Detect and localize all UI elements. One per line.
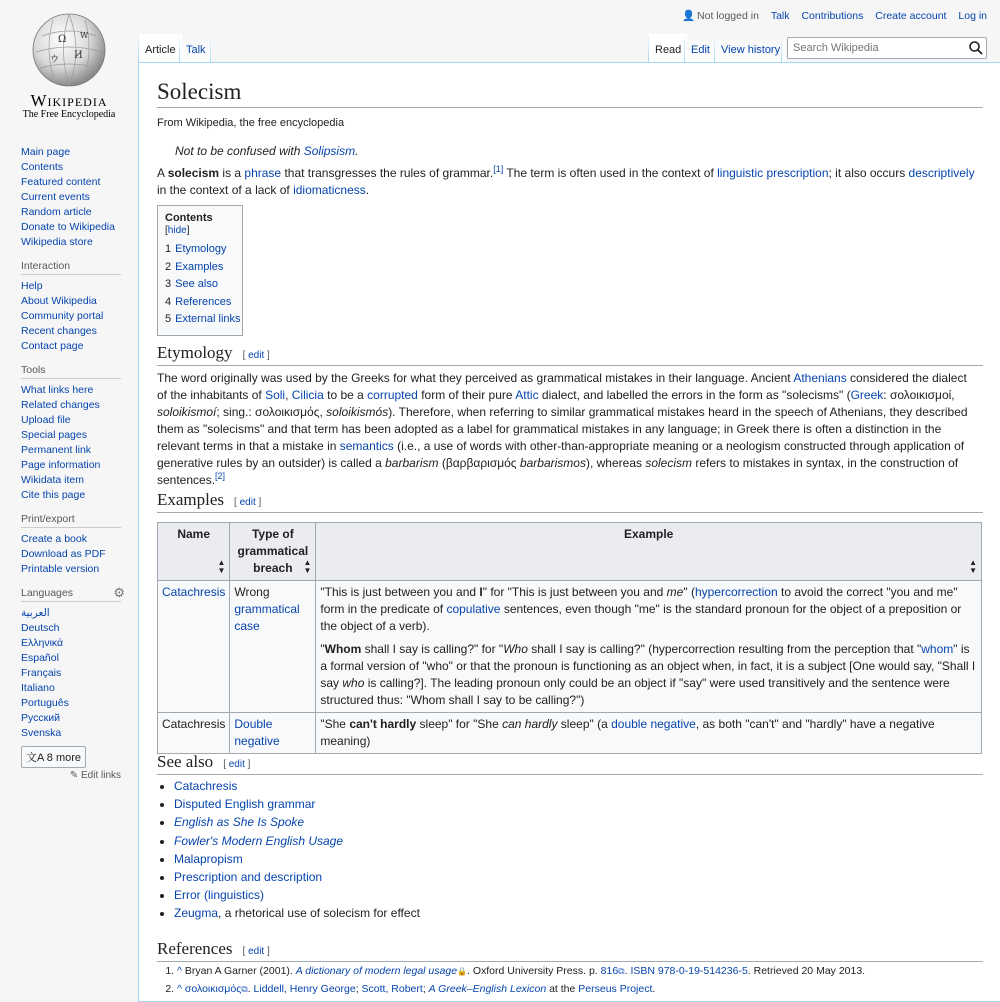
sidebar-item-upload-file[interactable]: [21, 413, 121, 428]
svg-text:ウ: ウ: [50, 55, 60, 65]
svg-text:Ω: Ω: [58, 34, 67, 45]
cell-type: Wrong grammatical case: [230, 581, 316, 713]
scott-link[interactable]: Scott, Robert: [361, 982, 423, 995]
interaction-heading: Interaction: [21, 260, 121, 275]
sidebar-link[interactable]: Special pages: [21, 429, 87, 441]
column-header-example[interactable]: Example ▲ ▼: [316, 523, 982, 581]
whom-link[interactable]: whom: [921, 642, 954, 656]
see-also-link-english-as-she-is-spoke[interactable]: English as She Is Spoke: [174, 815, 305, 830]
example-paragraph: "Whom shall I say is calling?" for "Who shall I say is calling?" (hypercorrection resulting from the perception that "whom" is a formal version of "who" or that the pronoun is functioning as an object when, in fact, it is a subject [One would say, "Shall I say who is calling?]. The leading pronoun only could be an object if "say" were used transitively and the sentence were structured thus: "Whom shall I say to be calling?"): [320, 642, 976, 707]
descriptively-link[interactable]: descriptively: [908, 166, 975, 180]
tools-portal: [21, 364, 121, 503]
idiomaticness-link[interactable]: idiomaticness: [293, 183, 366, 197]
sidebar-link[interactable]: Español: [21, 652, 59, 664]
table-row: [158, 713, 982, 754]
isbn-link[interactable]: ISBN 978-0-19-514236-5: [630, 965, 748, 977]
sidebar-item-deutsch[interactable]: [21, 621, 121, 636]
sidebar-item-contents[interactable]: [21, 160, 121, 175]
create-account-link[interactable]: Create account: [875, 10, 947, 22]
sidebar-link[interactable]: Recent changes: [21, 325, 97, 337]
hypercorrection-link[interactable]: hypercorrection: [694, 585, 778, 599]
toc-item[interactable]: [165, 259, 236, 277]
see-also-link-disputed-english-grammar[interactable]: Disputed English grammar: [174, 797, 316, 812]
site-subtitle: From Wikipedia, the free encyclopedia: [157, 117, 345, 129]
perseus-link[interactable]: Perseus Project: [578, 982, 653, 995]
toc-link[interactable]: Etymology: [175, 243, 227, 255]
toc-item[interactable]: [165, 311, 241, 329]
sidebar-link[interactable]: Related changes: [21, 399, 100, 411]
sidebar-link[interactable]: Wikipedia store: [21, 236, 93, 248]
citation-2[interactable]: [2]: [215, 471, 226, 481]
edit-section-examples[interactable]: [ edit ]: [234, 497, 262, 508]
sidebar-link[interactable]: Русский: [21, 712, 60, 724]
tab-separator: [781, 34, 782, 62]
see-also-item: [174, 868, 420, 886]
soli-link[interactable]: Soli: [265, 388, 286, 402]
toc-number: 5: [165, 313, 172, 325]
translate-icon: 文A: [26, 752, 44, 764]
see-also-item: [174, 886, 420, 904]
see-also-link-fowler-s-modern-english-usage[interactable]: Fowler's Modern English Usage: [174, 833, 344, 848]
edit-section-references[interactable]: [ edit ]: [242, 946, 270, 957]
content-area: [138, 62, 1000, 1002]
see-also-item: [174, 795, 420, 813]
sidebar-item-wikidata-item[interactable]: [21, 473, 121, 488]
interaction-list: [21, 279, 121, 354]
liddell-link[interactable]: Liddell, Henry George: [253, 982, 356, 995]
citation-1[interactable]: [1]: [493, 164, 504, 174]
table-row: [158, 581, 982, 713]
reference-item: 2. ^ σολοικισμός⧉. Liddell, Henry George; Scott, Robert; A Greek–English Lexicon at the Perseus Project.: [177, 981, 865, 998]
tab-view-history[interactable]: View history: [715, 34, 786, 62]
sidebar-link[interactable]: Page information: [21, 459, 101, 471]
see-also-link-error-linguistics[interactable]: Error (linguistics): [174, 888, 265, 903]
login-link[interactable]: Log in: [958, 10, 987, 22]
sidebar-link[interactable]: Community portal: [21, 310, 104, 322]
double-negative-link[interactable]: double negative: [611, 717, 696, 731]
sidebar-link[interactable]: What links here: [21, 384, 94, 396]
cell-example: "She can't hardly sleep" for "She can hardly sleep" (a double negative, as both "can't" and "hardly" have a negative meaning): [316, 713, 982, 754]
see-also-link-malapropism[interactable]: Malapropism: [174, 851, 243, 866]
toc-link[interactable]: External links: [175, 313, 241, 325]
sidebar-item-related-changes[interactable]: [21, 398, 121, 413]
toc-link[interactable]: See also: [175, 278, 218, 290]
sidebar-link[interactable]: Printable version: [21, 563, 100, 575]
toc-link[interactable]: Examples: [175, 260, 224, 273]
section-heading-etymology: Etymology [ edit ]: [157, 343, 983, 366]
sidebar-item-donate-to-wikipedia[interactable]: [21, 220, 121, 235]
tagline: The Free Encyclopedia: [22, 109, 116, 120]
wordmark: Wikipedia: [30, 91, 108, 110]
sidebar-item-community-portal[interactable]: [21, 309, 121, 324]
example-paragraph: "This is just between you and I" for "This is just between you and me" (hypercorrection to avoid the correct "you and me" form in the predicate of copulative sentences, even though "me" is the standard pronoun for the object of a preposition or the object of a verb).: [320, 585, 962, 633]
see-also-link-prescription-and-description[interactable]: Prescription and description: [174, 870, 323, 885]
sidebar-link[interactable]: Wikidata item: [21, 474, 85, 486]
more-languages-label: 8 more: [46, 752, 82, 764]
contributions-link[interactable]: Contributions: [801, 10, 864, 22]
sidebar-link[interactable]: Cite this page: [21, 489, 86, 501]
grammatical-case-link[interactable]: grammatical case: [234, 602, 300, 633]
cell-name: [158, 581, 230, 713]
table-header-row: [158, 523, 982, 581]
sidebar-item-recent-changes[interactable]: [21, 324, 121, 339]
edit-links-label: Edit links: [80, 770, 121, 781]
linguistic-prescription-link[interactable]: linguistic prescription: [717, 166, 829, 180]
svg-text:И: И: [74, 50, 83, 61]
personal-tools: [673, 9, 987, 22]
attic-link[interactable]: Attic: [515, 388, 539, 402]
sidebar-item-cite-this-page[interactable]: [21, 488, 121, 503]
sidebar-item-what-links-here[interactable]: [21, 383, 121, 398]
languages-heading: [21, 585, 125, 602]
see-also-item: [174, 777, 420, 795]
sidebar-item-portugu-s[interactable]: [21, 696, 121, 711]
section-heading-examples: Examples [ edit ]: [157, 490, 983, 513]
globe-logo-icon: [28, 12, 110, 88]
sidebar-item-item[interactable]: [21, 606, 121, 621]
search-input[interactable]: [788, 38, 958, 58]
sidebar-item-wikipedia-store[interactable]: [21, 235, 121, 250]
svg-text:W: W: [80, 31, 89, 40]
toc-hide-toggle[interactable]: [hide]: [165, 225, 190, 236]
languages-portal: [21, 585, 125, 781]
backlink-caret[interactable]: ^: [177, 965, 182, 977]
tab-talk[interactable]: Talk: [180, 34, 212, 62]
wikipedia-logo[interactable]: [0, 0, 138, 130]
see-also-item: [174, 904, 420, 922]
see-also-link-zeugma[interactable]: Zeugma: [174, 906, 219, 921]
sidebar-link[interactable]: Main page: [21, 146, 71, 158]
sidebar-link[interactable]: Featured content: [21, 176, 101, 188]
sidebar-item-current-events[interactable]: [21, 190, 121, 205]
tools-heading: Tools: [21, 364, 121, 379]
tools-list: [21, 383, 121, 503]
toc-number: 1: [165, 243, 172, 255]
sidebar-item-printable-version[interactable]: [21, 562, 121, 577]
catachresis-link[interactable]: Catachresis: [162, 585, 226, 599]
sidebar-link[interactable]: Donate to Wikipedia: [21, 221, 115, 233]
double-negative-type-link[interactable]: Double negative: [234, 717, 280, 748]
navigation-list: [21, 145, 121, 250]
page-link[interactable]: 816: [600, 965, 619, 977]
examples-table: [157, 522, 982, 754]
sidebar-link[interactable]: Help: [21, 280, 43, 292]
see-also-list: [174, 777, 420, 923]
hatnote-link[interactable]: Solipsism: [303, 144, 356, 158]
sort-icon[interactable]: ▲ ▼: [217, 558, 226, 575]
tab-read[interactable]: Read: [649, 34, 687, 62]
more-languages-button[interactable]: [21, 746, 86, 768]
reference-title-link[interactable]: A dictionary of modern legal usage: [295, 965, 458, 977]
etymology-paragraph: The word originally was used by the Greeks for what they perceived as grammatical mistakes in their language. Ancient Athenians considered the dialect of the inhabitants of Soli, Cilicia to be a corrupted form of their pure Attic dialect, and labelled the errors in the form as "solecisms" (Greek: σολοικισμοί, soloikismoí; sing.: σολοικισμός, soloikismós). Therefore, when referring to similar grammatical mistakes heard in the speech of Athenians, they described them as "solecisms" and that term has been adopted as a label for grammatical mistakes in any language; in Greek there is often a distinction in the relevant terms in that a mistake in semantics (i.e., a use of words with other-than-appropriate meaning or a neologism constructed through application of generative rules by an outsider) is called a barbarism (βαρβαρισμός barbarismos), whereas solecism refers to mistakes in syntax, in the construction of sentences.[2]: [157, 371, 968, 487]
sidebar-item-item[interactable]: [21, 711, 121, 726]
edit-links[interactable]: [21, 770, 121, 781]
print-heading: Print/export: [21, 513, 121, 528]
sidebar-link[interactable]: Current events: [21, 191, 90, 203]
reference-item: 1. ^ Bryan A Garner (2001). A dictionary of modern legal usage🔒. Oxford University Press. p. 816⧉. ISBN 978-0-19-514236-5. Retrieved 20 May 2013.: [177, 963, 865, 981]
print-list: [21, 532, 121, 577]
sidebar-item-item[interactable]: [21, 636, 121, 651]
interaction-portal: [21, 260, 121, 354]
tab-article[interactable]: Article: [139, 34, 182, 62]
sidebar-item-svenska[interactable]: [21, 726, 121, 741]
copulative-link[interactable]: copulative: [446, 602, 501, 616]
search-box: [787, 37, 987, 59]
sidebar-item-italiano[interactable]: [21, 681, 121, 696]
sidebar-item-download-as-pdf[interactable]: [21, 547, 121, 562]
sidebar-item-contact-page[interactable]: [21, 339, 121, 354]
toc-title: Contents [hide]: [165, 212, 213, 236]
toc-item[interactable]: [165, 294, 236, 312]
cell-type: [230, 713, 316, 754]
sidebar-item-espa-ol[interactable]: [21, 651, 121, 666]
language-settings-gear-icon[interactable]: ⚙: [113, 585, 125, 600]
sidebar-item-random-article[interactable]: [21, 205, 121, 220]
see-also-description: , a rhetorical use of solecism for effect: [218, 906, 420, 921]
section-heading-references: References [ edit ]: [157, 939, 983, 962]
sidebar-link[interactable]: Random article: [21, 206, 92, 218]
toc-item[interactable]: [165, 276, 236, 294]
sidebar-link[interactable]: العربية: [21, 607, 50, 619]
lead-paragraph: A solecism is a phrase that transgresses the rules of grammar.[1] The term is often used in the context of linguistic prescription; it also occurs descriptively in the context of a lack of idiomaticness.: [157, 164, 975, 197]
sidebar-link[interactable]: Contact page: [21, 340, 84, 352]
sidebar-link[interactable]: Deutsch: [21, 622, 60, 634]
sidebar-link[interactable]: About Wikipedia: [21, 295, 97, 307]
sidebar-item-permanent-link[interactable]: [21, 443, 121, 458]
sort-icon[interactable]: ▲ ▼: [303, 558, 312, 575]
sidebar: [21, 145, 125, 781]
pencil-icon: ✎: [69, 770, 79, 781]
external-link-icon: ⧉: [618, 966, 625, 976]
sidebar-link[interactable]: Français: [21, 667, 62, 679]
column-header-name[interactable]: Name ▲ ▼: [158, 523, 230, 581]
sidebar-link[interactable]: Ελληνικά: [21, 637, 64, 649]
table-of-contents: [157, 205, 243, 336]
sidebar-link[interactable]: Italiano: [21, 682, 55, 694]
toc-number: 3: [165, 278, 172, 290]
tab-edit[interactable]: Edit: [685, 34, 716, 62]
column-header-type[interactable]: Type of grammatical breach ▲ ▼: [230, 523, 316, 581]
search-icon[interactable]: [968, 40, 984, 56]
edit-section-etymology[interactable]: [ edit ]: [242, 350, 270, 361]
sidebar-link[interactable]: Contents: [21, 161, 64, 173]
see-also-link-catachresis[interactable]: Catachresis: [174, 779, 238, 793]
backlink-caret[interactable]: ^: [177, 982, 182, 995]
lock-icon: 🔒: [457, 967, 468, 976]
greek-link[interactable]: Greek: [850, 388, 884, 402]
sidebar-link[interactable]: Create a book: [21, 533, 87, 545]
toc-link[interactable]: References: [175, 295, 232, 308]
see-also-item: [174, 850, 420, 868]
print-portal: [21, 513, 121, 577]
sidebar-link[interactable]: Permanent link: [21, 444, 92, 456]
sidebar-item-create-a-book[interactable]: [21, 532, 121, 547]
sidebar-link[interactable]: Upload file: [21, 414, 71, 426]
references-list: [177, 963, 865, 997]
lsj-entry-link[interactable]: σολοικισμός: [184, 982, 242, 995]
sidebar-item-main-page[interactable]: [21, 145, 121, 160]
sidebar-item-about-wikipedia[interactable]: [21, 294, 121, 309]
athenians-link[interactable]: Athenians: [793, 371, 847, 385]
section-heading-see-also: See also [ edit ]: [157, 752, 983, 775]
sidebar-item-page-information[interactable]: [21, 458, 121, 473]
toc-number: 4: [165, 295, 172, 308]
edit-section-see-also[interactable]: [ edit ]: [223, 759, 251, 770]
cell-example: [316, 581, 982, 713]
toc-item[interactable]: [165, 241, 236, 259]
sidebar-item-help[interactable]: [21, 279, 121, 294]
sort-icon[interactable]: ▲ ▼: [969, 558, 977, 575]
sidebar-link[interactable]: Português: [21, 697, 69, 709]
page-title: Solecism: [157, 79, 983, 108]
languages-list: [21, 606, 121, 741]
toc-number: 2: [165, 260, 172, 273]
languages-title: Languages: [21, 587, 73, 599]
lexicon-link[interactable]: A Greek–English Lexicon: [428, 982, 547, 995]
sidebar-item-fran-ais[interactable]: [21, 666, 121, 681]
sidebar-link[interactable]: Svenska: [21, 727, 62, 739]
tab-separator: [210, 34, 211, 62]
cell-name: Catachresis: [158, 713, 230, 754]
sidebar-item-featured-content[interactable]: [21, 175, 121, 190]
user-icon: 👤: [681, 10, 696, 22]
semantics-link[interactable]: semantics: [339, 439, 394, 453]
hatnote: Not to be confused with Solipsism.: [175, 144, 359, 158]
see-also-item: [174, 813, 420, 831]
cilicia-link[interactable]: Cilicia: [291, 388, 324, 402]
sidebar-link[interactable]: Download as PDF: [21, 548, 106, 560]
external-link-icon: ⧉: [241, 983, 248, 994]
corrupted-link[interactable]: corrupted: [367, 388, 418, 402]
talk-link[interactable]: Talk: [770, 10, 790, 22]
phrase-link[interactable]: phrase: [244, 166, 282, 180]
not-logged-in: 👤 Not logged in: [681, 10, 759, 22]
see-also-item: [174, 832, 420, 850]
toc-list: [165, 241, 241, 329]
sidebar-item-special-pages[interactable]: [21, 428, 121, 443]
